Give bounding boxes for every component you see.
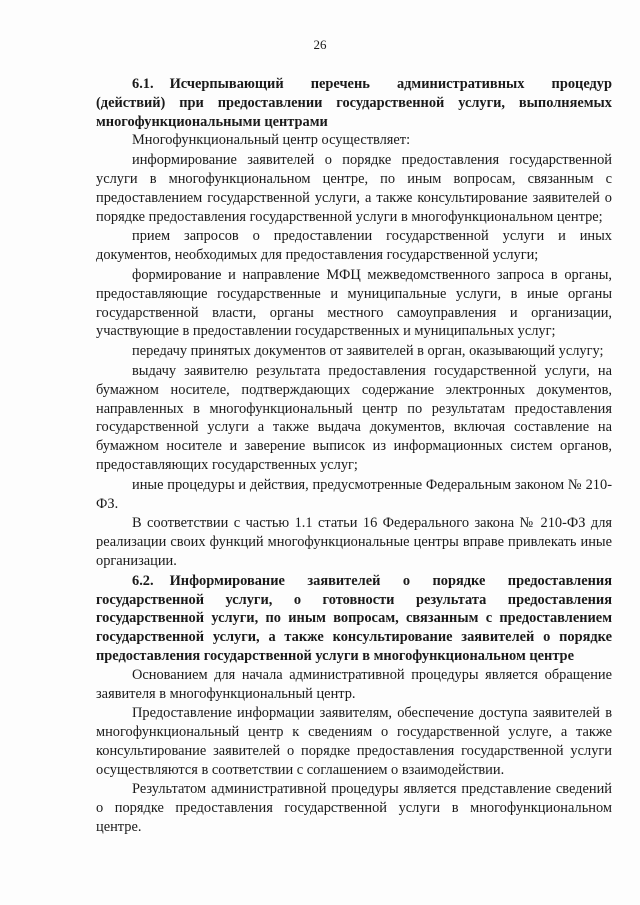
paragraph: Основанием для начала административной процедуры является обращение заявителя в многофункциональный центр. [96,666,612,702]
paragraph: передачу принятых документов от заявителей в орган, оказывающий услугу; [132,343,604,360]
paragraph: иные процедуры и действия, предусмотренные Федеральным законом № 210-ФЗ. [96,476,612,512]
paragraph: прием запросов о предоставлении государственной услуги и иных документов, необходимых для предоставления государственной услуги; [96,228,612,264]
paragraph: Результатом административной процедуры является представление сведений о порядке предоставления государственной услуги в многофункциональном центре. [96,781,612,836]
paragraph: Предоставление информации заявителям, обеспечение доступа заявителей в многофункциональный центр к сведениям о государственной услуге, а также консультирование заявителей о порядке предоставления государственной услуги осуществляются в соответствии с соглашением о взаимодействии. [96,705,612,778]
page-content [96,75,612,837]
paragraph: В соответствии с частью 1.1 статьи 16 Федерального закона № 210-ФЗ для реализации своих функций многофункциональные центры вправе привлекать иные организации. [96,515,612,569]
page-number: 26 [313,37,327,52]
heading-text: Информирование заявителей о порядке предоставления государственной услуги, о готовности результата предоставления государственной услуги, по иным вопросам, связанным с предоставлением государственной услуги, а также консультирование заявителей о порядке предоставления государственной услуги в многофункциональном центре [96,572,612,664]
heading-number: 6.2. [132,572,154,589]
paragraph: информирование заявителей о порядке предоставления государственной услуги в многофункциональном центре, по иным вопросам, связанным с предоставлением государственной услуги, а также консультирование заявителей о порядке предоставления государственной услуги в многофункциональном центре; [96,152,612,225]
paragraph: Многофункциональный центр осуществляет: [132,132,411,149]
paragraph: формирование и направление МФЦ межведомственного запроса в органы, предоставляющие государственные и муниципальные услуги, в иные органы государственной власти, органы местного самоуправления и организации, участвующие в предоставлении государственных и муниципальных услуг; [96,266,612,340]
section-heading-6-2 [96,572,612,666]
section-heading-6-1 [96,75,612,131]
paragraph: выдачу заявителю результата предоставления государственной услуги, на бумажном носителе, подтверждающих содержание электронных документов, направленных в многофункциональный центр по результатам предоставления государственной услуги а также выдача документов, включая составление на бумажном носителе и заверение выписок из информационных систем органов, предоставляющих государственных услуг; [96,362,612,473]
heading-text: Исчерпывающий перечень административных процедур (действий) при предоставлении государственной услуги, выполняемых многофункциональными центрами [96,76,612,130]
heading-number: 6.1. [132,76,154,92]
